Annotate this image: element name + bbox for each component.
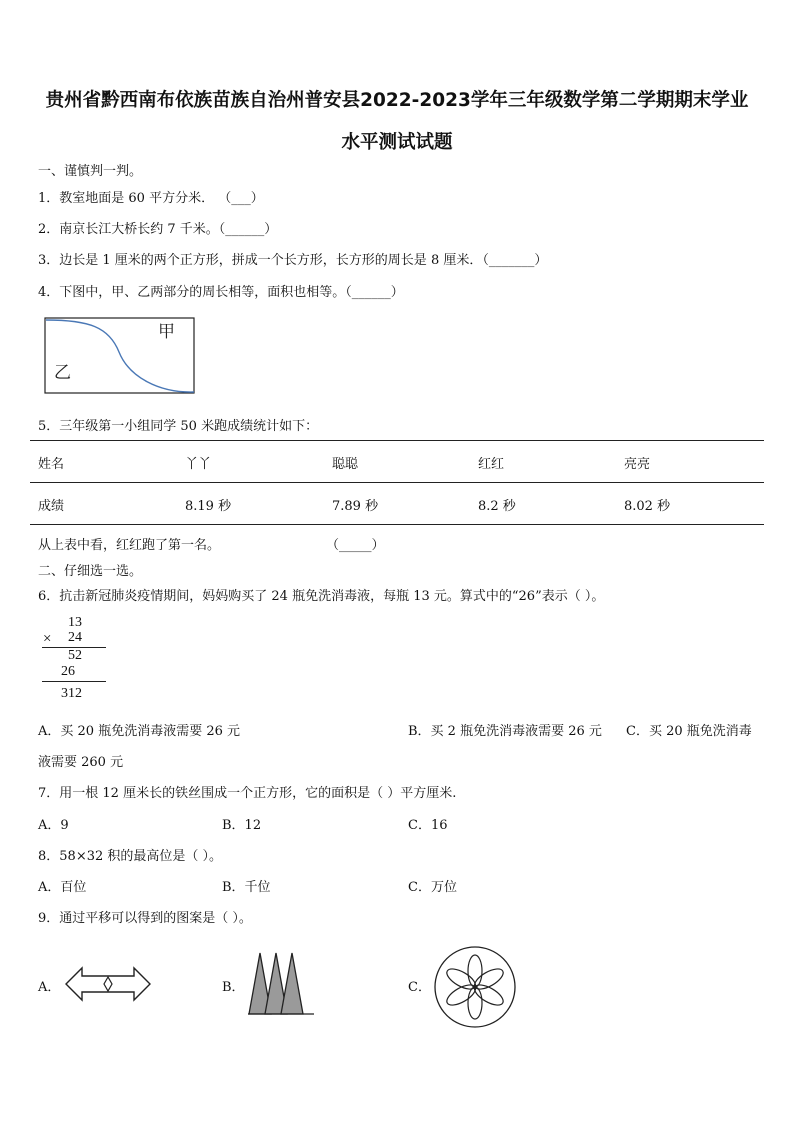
q6-option-c-cont: 液需要 260 元 [38, 755, 124, 770]
table-bottom-rule [30, 524, 764, 525]
q8-option-c: C．万位 [408, 880, 457, 895]
calc-multiplicand: 13 [68, 615, 82, 630]
question-8: 8．58×32 积的最高位是（ ）。 [38, 849, 223, 864]
q7-option-c: C．16 [408, 818, 448, 833]
q9-double-arrow-figure [64, 965, 152, 1003]
calc-partial-2: 26 [61, 664, 75, 679]
question-5-statement: 从上表中看，红红跑了第一名。 [38, 538, 221, 553]
q9-option-b: B． [222, 980, 245, 995]
q4-figure [44, 317, 196, 395]
table-cell: 成绩 [38, 499, 65, 514]
table-header-cell: 红红 [478, 457, 505, 472]
q8-option-b: B．千位 [222, 880, 271, 895]
question-7: 7．用一根 12 厘米长的铁丝围成一个正方形，它的面积是（ ）平方厘米. [38, 786, 457, 801]
question-9: 9．通过平移可以得到的图案是（ ）。 [38, 911, 252, 926]
table-top-rule [30, 440, 764, 441]
section-heading-1: 一、谨慎判一判。 [38, 164, 143, 179]
calc-result: 312 [61, 686, 82, 701]
table-cell: 8.19 秒 [185, 499, 232, 514]
q8-option-a: A．百位 [38, 880, 87, 895]
q6-option-a: A．买 20 瓶免洗消毒液需要 26 元 [38, 724, 241, 739]
question-5: 5．三年级第一小组同学 50 米跑成绩统计如下： [38, 419, 319, 434]
q9-flower-figure [432, 944, 518, 1030]
q9-option-c: C． [408, 980, 431, 995]
calc-times-sign: × [43, 631, 52, 647]
section-heading-2: 二、仔细选一选。 [38, 564, 143, 579]
q4-label-yi: 乙 [54, 363, 71, 383]
table-header-cell: 亮亮 [624, 457, 651, 472]
table-header-cell: 姓名 [38, 457, 65, 472]
question-6: 6．抗击新冠肺炎疫情期间，妈妈购买了 24 瓶免洗消毒液，每瓶 13 元。算式中的“26”表示（ ）。 [38, 589, 605, 604]
table-header-cell: 丫丫 [185, 457, 212, 472]
question-2: 2．南京长江大桥长约 7 千米。（______） [38, 222, 278, 237]
calc-multiplier: 24 [68, 630, 82, 645]
question-5-blank: （_____） [326, 538, 385, 553]
q6-option-c: C．买 20 瓶免洗消毒 [626, 724, 752, 739]
q4-label-jia: 甲 [158, 322, 175, 342]
q9-option-a: A． [38, 980, 61, 995]
calc-rule-2 [42, 681, 106, 682]
q7-option-b: B．12 [222, 818, 262, 833]
calc-partial-1: 52 [68, 648, 82, 663]
page-title-line1: 贵州省黔西南布依族苗族自治州普安县2022-2023学年三年级数学第二学期期末学业 [45, 90, 749, 111]
table-mid-rule [30, 482, 764, 483]
table-cell: 8.02 秒 [624, 499, 671, 514]
question-4: 4．下图中，甲、乙两部分的周长相等，面积也相等。（______） [38, 285, 404, 300]
table-header-cell: 聪聪 [332, 457, 359, 472]
table-cell: 8.2 秒 [478, 499, 516, 514]
q9-triangles-figure [246, 950, 316, 1016]
question-3: 3．边长是 1 厘米的两个正方形，拼成一个长方形，长方形的周长是 8 厘米．（_______） [38, 253, 548, 268]
q6-option-b: B．买 2 瓶免洗消毒液需要 26 元 [408, 724, 602, 739]
table-cell: 7.89 秒 [332, 499, 379, 514]
page-title-line2: 水平测试试题 [341, 132, 453, 153]
q7-option-a: A．9 [38, 818, 69, 833]
question-1: 1．教室地面是 60 平方分米． （___） [38, 191, 264, 206]
